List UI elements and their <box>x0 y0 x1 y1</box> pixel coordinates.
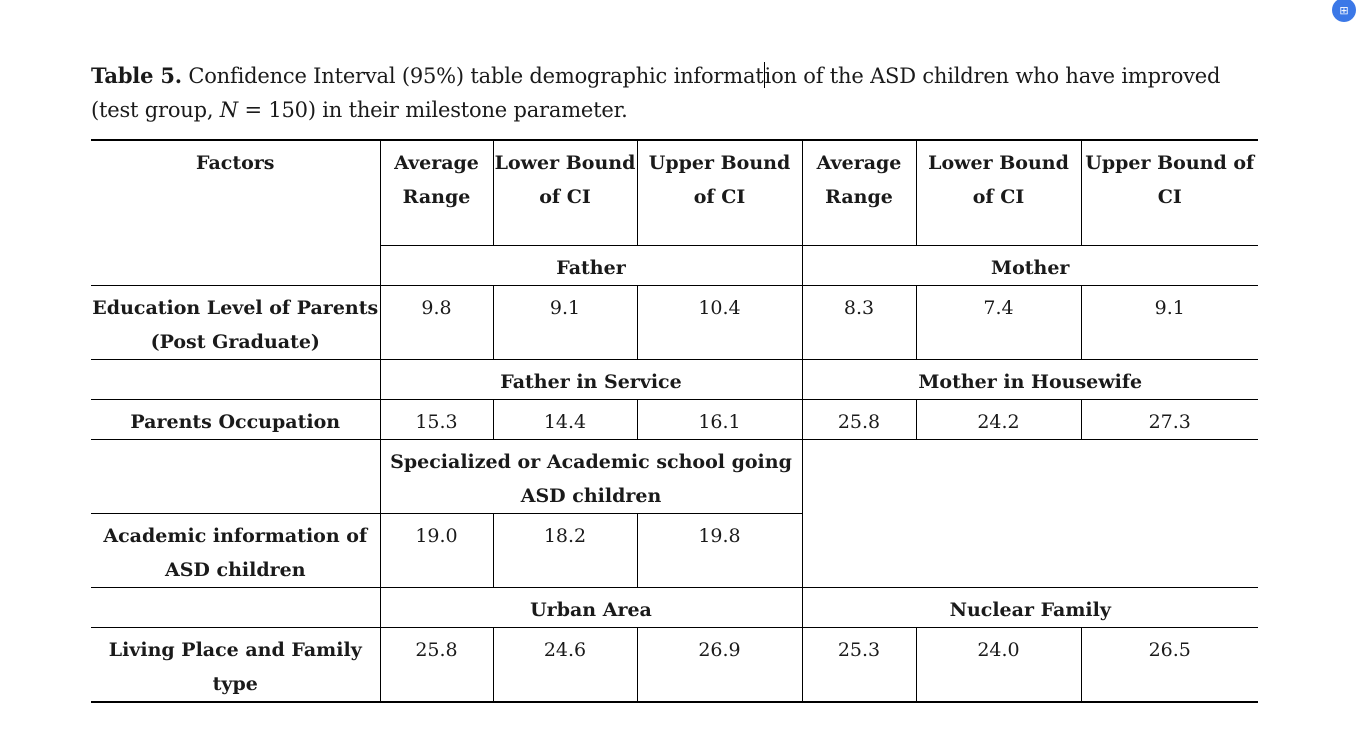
group-row <box>91 587 1258 627</box>
value-cell: 8.3 <box>802 285 916 359</box>
empty-block <box>802 439 1258 587</box>
value-cell: 9.1 <box>493 285 637 359</box>
caption-text-1: Confidence Interval (95%) table demographic informat <box>188 64 764 88</box>
table-row <box>91 627 1258 702</box>
header-factors: Factors <box>91 140 380 245</box>
header-mother-upper: Upper Bound of CI <box>1081 140 1258 245</box>
group-label-school: Specialized or Academic school going ASD children <box>380 439 802 513</box>
group-label-urban: Urban Area <box>380 587 802 627</box>
value-cell: 26.5 <box>1081 627 1258 702</box>
header-father-upper: Upper Bound of CI <box>637 140 802 245</box>
value-cell: 19.0 <box>380 513 493 587</box>
value-cell: 25.8 <box>802 399 916 439</box>
caption-text-3: = 150) in their milestone parameter. <box>237 98 628 122</box>
value-cell: 27.3 <box>1081 399 1258 439</box>
value-cell: 7.4 <box>916 285 1081 359</box>
group-label-mother-housewife: Mother in Housewife <box>802 359 1258 399</box>
group-label-father: Father <box>380 245 802 285</box>
value-cell: 18.2 <box>493 513 637 587</box>
value-cell: 9.8 <box>380 285 493 359</box>
group-spacer <box>91 439 380 513</box>
group-spacer <box>91 359 380 399</box>
value-cell: 15.3 <box>380 399 493 439</box>
group-label-nuclear: Nuclear Family <box>802 587 1258 627</box>
group-label-mother: Mother <box>802 245 1258 285</box>
factor-living: Living Place and Family type <box>91 627 380 702</box>
caption-text-2: ion of the ASD children who have improved (test group, <box>91 64 1221 122</box>
value-cell: 25.3 <box>802 627 916 702</box>
factor-academic: Academic information of ASD children <box>91 513 380 587</box>
group-row <box>91 245 1258 285</box>
group-spacer <box>91 245 380 285</box>
factor-education: Education Level of Parents (Post Graduate) <box>91 285 380 359</box>
header-father-average: Average Range <box>380 140 493 245</box>
ci-table <box>91 139 1258 703</box>
value-cell: 25.8 <box>380 627 493 702</box>
value-cell: 10.4 <box>637 285 802 359</box>
group-label-father-service: Father in Service <box>380 359 802 399</box>
value-cell: 19.8 <box>637 513 802 587</box>
floating-badge-icon[interactable]: ⊞ <box>1332 0 1356 22</box>
header-row <box>91 140 1258 245</box>
header-father-lower: Lower Bound of CI <box>493 140 637 245</box>
table-row <box>91 285 1258 359</box>
caption-label: Table 5. <box>91 63 182 88</box>
value-cell: 14.4 <box>493 399 637 439</box>
value-cell: 16.1 <box>637 399 802 439</box>
header-mother-average: Average Range <box>802 140 916 245</box>
caption-n-symbol: N <box>219 98 238 122</box>
factor-occupation: Parents Occupation <box>91 399 380 439</box>
value-cell: 24.2 <box>916 399 1081 439</box>
group-row <box>91 359 1258 399</box>
header-mother-lower: Lower Bound of CI <box>916 140 1081 245</box>
value-cell: 24.0 <box>916 627 1081 702</box>
value-cell: 9.1 <box>1081 285 1258 359</box>
value-cell: 24.6 <box>493 627 637 702</box>
table-caption <box>91 59 1266 127</box>
group-spacer <box>91 587 380 627</box>
value-cell: 26.9 <box>637 627 802 702</box>
group-row <box>91 439 1258 513</box>
table-row <box>91 399 1258 439</box>
